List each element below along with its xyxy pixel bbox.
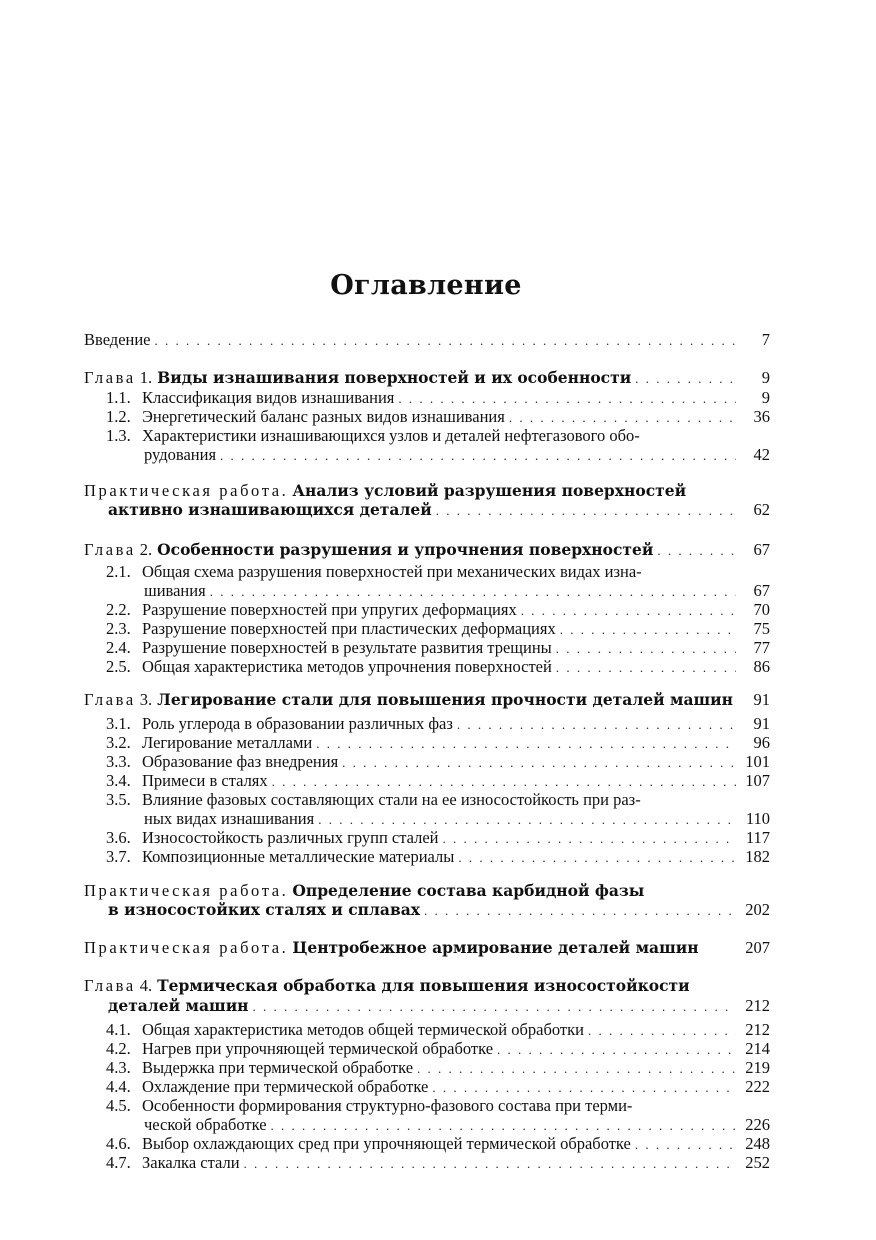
section-title: Классификация видов изнашивания: [142, 388, 395, 407]
toc-entry-section[interactable]: [106, 828, 770, 847]
toc-entry-intro[interactable]: [84, 330, 770, 349]
dot-leader: [272, 772, 736, 791]
page-number: 110: [745, 809, 770, 828]
toc-entry-section[interactable]: [106, 771, 770, 790]
toc-entry-section[interactable]: [106, 714, 770, 733]
toc-entry-section[interactable]: [106, 426, 770, 445]
dot-leader: [436, 501, 736, 520]
section-title: Разрушение поверхностей при пластических деформациях: [142, 619, 556, 638]
page-number: 77: [753, 638, 770, 657]
dot-leader: [497, 1040, 736, 1059]
practical-prefix: Практическая работа.: [84, 881, 289, 900]
dot-leader: [509, 408, 736, 427]
dot-leader: [635, 369, 736, 388]
practical-title-continued: активно изнашивающихся деталей: [108, 500, 432, 519]
toc-entry-section[interactable]: [106, 1134, 770, 1153]
section-number: 1.2.: [106, 407, 131, 426]
section-title: Особенности формирования структурно-фазового состава при терми-: [142, 1096, 633, 1115]
page-number: 67: [753, 581, 770, 600]
section-number: 4.6.: [106, 1134, 131, 1153]
section-number: 3.4.: [106, 771, 131, 790]
section-number: 4.7.: [106, 1153, 131, 1172]
page-number: 219: [745, 1058, 770, 1077]
section-title: Разрушение поверхностей при упругих деформациях: [142, 600, 517, 619]
dot-leader: [521, 601, 736, 620]
chapter-number: 2.: [139, 540, 153, 559]
section-number: 1.1.: [106, 388, 131, 407]
section-number: 3.1.: [106, 714, 131, 733]
dot-leader: [220, 446, 736, 465]
dot-leader: [271, 1116, 736, 1135]
toc-entry-section[interactable]: [106, 733, 770, 752]
section-title: Выбор охлаждающих сред при упрочняющей термической обработке: [142, 1134, 631, 1153]
page-number: 202: [745, 900, 770, 919]
section-number: 3.6.: [106, 828, 131, 847]
toc-entry-section-continued[interactable]: [144, 1115, 770, 1134]
section-number: 2.3.: [106, 619, 131, 638]
page-number: 212: [745, 1020, 770, 1039]
chapter-title: Легирование стали для повышения прочности деталей машин: [157, 690, 734, 709]
section-number: 4.2.: [106, 1039, 131, 1058]
dot-leader: [458, 848, 736, 867]
toc-entry-section[interactable]: [106, 619, 770, 638]
toc-entry-chapter-4[interactable]: [84, 976, 770, 995]
toc-entry-practical-1[interactable]: [84, 481, 770, 500]
dot-leader: [657, 541, 736, 560]
toc-entry-section-continued[interactable]: [144, 809, 770, 828]
section-title: Закалка стали: [142, 1153, 240, 1172]
page-number: 214: [745, 1039, 770, 1058]
section-number: 4.1.: [106, 1020, 131, 1039]
dot-leader: [635, 1135, 736, 1154]
page-number: 67: [753, 540, 770, 559]
practical-title: Анализ условий разрушения поверхностей: [292, 481, 687, 500]
page-number: 36: [753, 407, 770, 426]
toc-entry-section[interactable]: [106, 1058, 770, 1077]
page-number: 212: [745, 996, 770, 1015]
section-title-continued: шивания: [144, 581, 206, 600]
toc-entry-section[interactable]: [106, 1153, 770, 1172]
chapter-number: 1.: [139, 368, 153, 387]
page-number: 252: [745, 1153, 770, 1172]
section-number: 3.5.: [106, 790, 131, 809]
section-number: 2.2.: [106, 600, 131, 619]
section-number: 2.5.: [106, 657, 131, 676]
section-number: 3.3.: [106, 752, 131, 771]
section-title: Энергетический баланс разных видов изнашивания: [142, 407, 505, 426]
toc-entry-section[interactable]: [106, 657, 770, 676]
page-number: 117: [745, 828, 770, 847]
toc-entry-section[interactable]: [106, 600, 770, 619]
chapter-title: Термическая обработка для повышения износостойкости: [157, 976, 690, 995]
section-number: 3.7.: [106, 847, 131, 866]
toc-entry-section[interactable]: [106, 790, 770, 809]
dot-leader: [398, 389, 736, 408]
section-title: Разрушение поверхностей в результате развития трещины: [142, 638, 552, 657]
page-number: 62: [753, 500, 770, 519]
dot-leader: [342, 753, 736, 772]
practical-prefix: Практическая работа.: [84, 481, 289, 500]
toc-entry-practical-2-continued[interactable]: [108, 900, 770, 919]
page-number: 75: [753, 619, 770, 638]
toc-entry-practical-1-continued[interactable]: [108, 500, 770, 519]
page-number: 91: [753, 690, 770, 709]
section-title: Влияние фазовых составляющих стали на ее износостойкость при раз-: [142, 790, 641, 809]
chapter-number: 3.: [139, 690, 153, 709]
dot-leader: [556, 658, 736, 677]
section-title: Общая характеристика методов упрочнения поверхностей: [142, 657, 552, 676]
dot-leader: [244, 1154, 736, 1173]
page-number: 7: [761, 330, 770, 349]
section-number: 4.4.: [106, 1077, 131, 1096]
page-number: 248: [745, 1134, 770, 1153]
section-title: Износостойкость различных групп сталей: [142, 828, 439, 847]
section-title: Нагрев при упрочняющей термической обработке: [142, 1039, 494, 1058]
page-number: 101: [745, 752, 770, 771]
section-title: Общая схема разрушения поверхностей при механических видах изна-: [142, 562, 642, 581]
dot-leader: [432, 1078, 736, 1097]
section-number: 4.5.: [106, 1096, 131, 1115]
toc-entry-chapter-3[interactable]: [84, 690, 770, 709]
page-number: 222: [745, 1077, 770, 1096]
page-title: Оглавление: [330, 270, 522, 301]
section-title-continued: ческой обработке: [144, 1115, 267, 1134]
toc-entry-practical-2[interactable]: [84, 881, 770, 900]
section-title-continued: ных видах изнашивания: [144, 809, 315, 828]
toc-entry-section[interactable]: [106, 1020, 770, 1039]
toc-entry-section[interactable]: [106, 847, 770, 866]
chapter-prefix: Глава: [84, 976, 136, 995]
toc-entry-chapter-2[interactable]: [84, 540, 770, 559]
dot-leader: [318, 810, 736, 829]
toc-entry-section-continued[interactable]: [144, 581, 770, 600]
chapter-prefix: Глава: [84, 690, 136, 709]
toc-entry-section[interactable]: [106, 1039, 770, 1058]
section-title: Роль углерода в образовании различных фаз: [142, 714, 453, 733]
page-number: 9: [761, 388, 770, 407]
practical-title-continued: в износостойких сталях и сплавах: [108, 900, 421, 919]
section-title: Охлаждение при термической обработке: [142, 1077, 429, 1096]
section-title: Примеси в сталях: [142, 771, 268, 790]
page-number: 70: [753, 600, 770, 619]
page-number: 96: [753, 733, 770, 752]
dot-leader: [443, 829, 736, 848]
dot-leader: [457, 715, 736, 734]
toc-entry-section[interactable]: [106, 562, 770, 581]
toc-entry-section[interactable]: [106, 1096, 770, 1115]
chapter-number: 4.: [139, 976, 153, 995]
toc-entry-practical-3[interactable]: [84, 938, 770, 957]
dot-leader: [417, 1059, 736, 1078]
chapter-title: Виды изнашивания поверхностей и их особенности: [157, 368, 632, 387]
practical-title: Определение состава карбидной фазы: [292, 881, 645, 900]
section-number: 3.2.: [106, 733, 131, 752]
section-number: 2.4.: [106, 638, 131, 657]
chapter-prefix: Глава: [84, 368, 136, 387]
toc-entry-chapter-4-continued[interactable]: [108, 996, 770, 1015]
toc-entry-section[interactable]: [106, 407, 770, 426]
dot-leader: [155, 331, 736, 350]
chapter-title-continued: деталей машин: [108, 996, 249, 1015]
section-title: Легирование металлами: [142, 733, 313, 752]
practical-prefix: Практическая работа.: [84, 938, 289, 957]
section-title: Общая характеристика методов общей термической обработки: [142, 1020, 584, 1039]
page-number: 9: [761, 368, 770, 387]
toc-entry-section[interactable]: [106, 1077, 770, 1096]
dot-leader: [424, 901, 736, 920]
section-number: 1.3.: [106, 426, 131, 445]
section-title: Композиционные металлические материалы: [142, 847, 455, 866]
page-number: 182: [745, 847, 770, 866]
toc-entry-section[interactable]: [106, 388, 770, 407]
dot-leader: [316, 734, 736, 753]
dot-leader: [210, 582, 736, 601]
page-number: 226: [745, 1115, 770, 1134]
section-number: 2.1.: [106, 562, 131, 581]
page-number: 207: [745, 938, 770, 957]
dot-leader: [560, 620, 736, 639]
page-number: 86: [753, 657, 770, 676]
dot-leader: [588, 1021, 736, 1040]
chapter-prefix: Глава: [84, 540, 136, 559]
dot-leader: [556, 639, 736, 658]
section-title: Образование фаз внедрения: [142, 752, 339, 771]
toc-entry-chapter-1[interactable]: [84, 368, 770, 387]
page-number: 107: [745, 771, 770, 790]
toc-entry-section-continued[interactable]: [144, 445, 770, 464]
page-number: 91: [753, 714, 770, 733]
section-title: Выдержка при термической обработке: [142, 1058, 414, 1077]
practical-title: Центробежное армирование деталей машин: [292, 938, 699, 957]
section-number: 4.3.: [106, 1058, 131, 1077]
section-title: Характеристики изнашивающихся узлов и деталей нефтегазового обо-: [142, 426, 640, 445]
page-number: 42: [753, 445, 770, 464]
entry-title: Введение: [84, 330, 151, 349]
chapter-title: Особенности разрушения и упрочнения поверхностей: [157, 540, 654, 559]
dot-leader: [253, 997, 736, 1016]
toc-entry-section[interactable]: [106, 638, 770, 657]
section-title-continued: рудования: [144, 445, 217, 464]
toc-entry-section[interactable]: [106, 752, 770, 771]
